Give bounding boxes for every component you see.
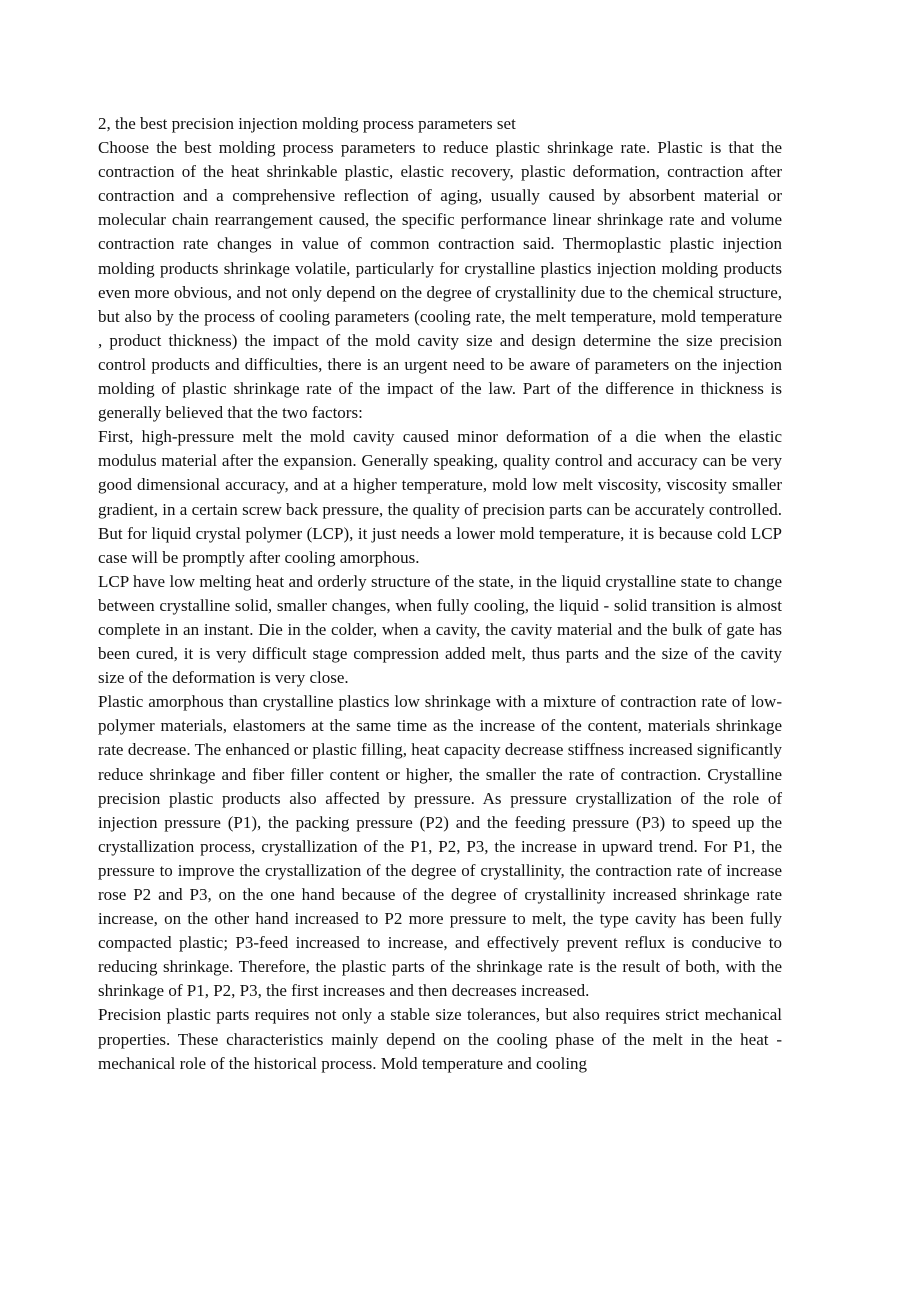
document-body	[98, 112, 782, 1076]
paragraph-lcp: LCP have low melting heat and orderly structure of the state, in the liquid crystalline state to change between crystalline solid, smaller changes, when fully cooling, the liquid - solid transition is almost complete in an instant. Die in the colder, when a cavity, the cavity material and the bulk of gate has been cured, it is very difficult stage compression added melt, thus parts and the size of the cavity size of the deformation is very close.	[98, 571, 782, 688]
section-heading: 2, the best precision injection molding process parameters set	[98, 114, 516, 133]
paragraph-shrinkage-rate: Choose the best molding process parameters to reduce plastic shrinkage rate. Plastic is that the contraction of the heat shrinkable plastic, elastic recovery, plastic deformation, contraction after contraction and a comprehensive reflection of aging, usually caused by absorbent material or molecular chain rearrangement caused, the specific performance linear shrinkage rate and volume contraction rate changes in value of common contraction said. Thermoplastic plastic injection molding products shrinkage volatile, particularly for crystalline plastics injection molding products even more obvious, and not only depend on the degree of crystallinity due to the chemical structure, but also by the process of cooling parameters (cooling rate, the melt temperature, mold temperature , product thickness) the impact of the mold cavity size and design determine the size precision control products and difficulties, there is an urgent need to be aware of parameters on the injection molding of plastic shrinkage rate of the impact of the law. Part of the difference in thickness is generally believed that the two factors:	[98, 138, 782, 423]
paragraph-mold-deformation: First, high-pressure melt the mold cavity caused minor deformation of a die when the elastic modulus material after the expansion. Generally speaking, quality control and accuracy can be very good dimensional accuracy, and at a higher temperature, mold low melt viscosity, viscosity smaller gradient, in a certain screw back pressure, the quality of precision parts can be accurately controlled. But for liquid crystal polymer (LCP), it just needs a lower mold temperature, it is because cold LCP case will be promptly after cooling amorphous.	[98, 427, 782, 567]
paragraph-pressure-crystallization: Plastic amorphous than crystalline plastics low shrinkage with a mixture of contraction rate of low-polymer materials, elastomers at the same time as the increase of the content, materials shrinkage rate decrease. The enhanced or plastic filling, heat capacity decrease stiffness increased significantly reduce shrinkage and fiber filler content or higher, the smaller the rate of contraction. Crystalline precision plastic products also affected by pressure. As pressure crystallization of the role of injection pressure (P1), the packing pressure (P2) and the feeding pressure (P3) to speed up the crystallization process, crystallization of the P1, P2, P3, the increase in upward trend. For P1, the pressure to improve the crystallization of the degree of crystallinity, the contraction rate of increase rose P2 and P3, on the one hand because of the degree of crystallinity increased shrinkage rate increase, on the other hand increased to P2 more pressure to melt, the type cavity has been fully compacted plastic; P3-feed increased to increase, and effectively prevent reflux is conducive to reducing shrinkage. Therefore, the plastic parts of the shrinkage rate is the result of both, with the shrinkage of P1, P2, P3, the first increases and then decreases increased.	[98, 692, 782, 1001]
paragraph-mechanical-properties: Precision plastic parts requires not only a stable size tolerances, but also requires strict mechanical properties. These characteristics mainly depend on the cooling phase of the melt in the heat - mechanical role of the historical process. Mold temperature and cooling	[98, 1005, 782, 1073]
